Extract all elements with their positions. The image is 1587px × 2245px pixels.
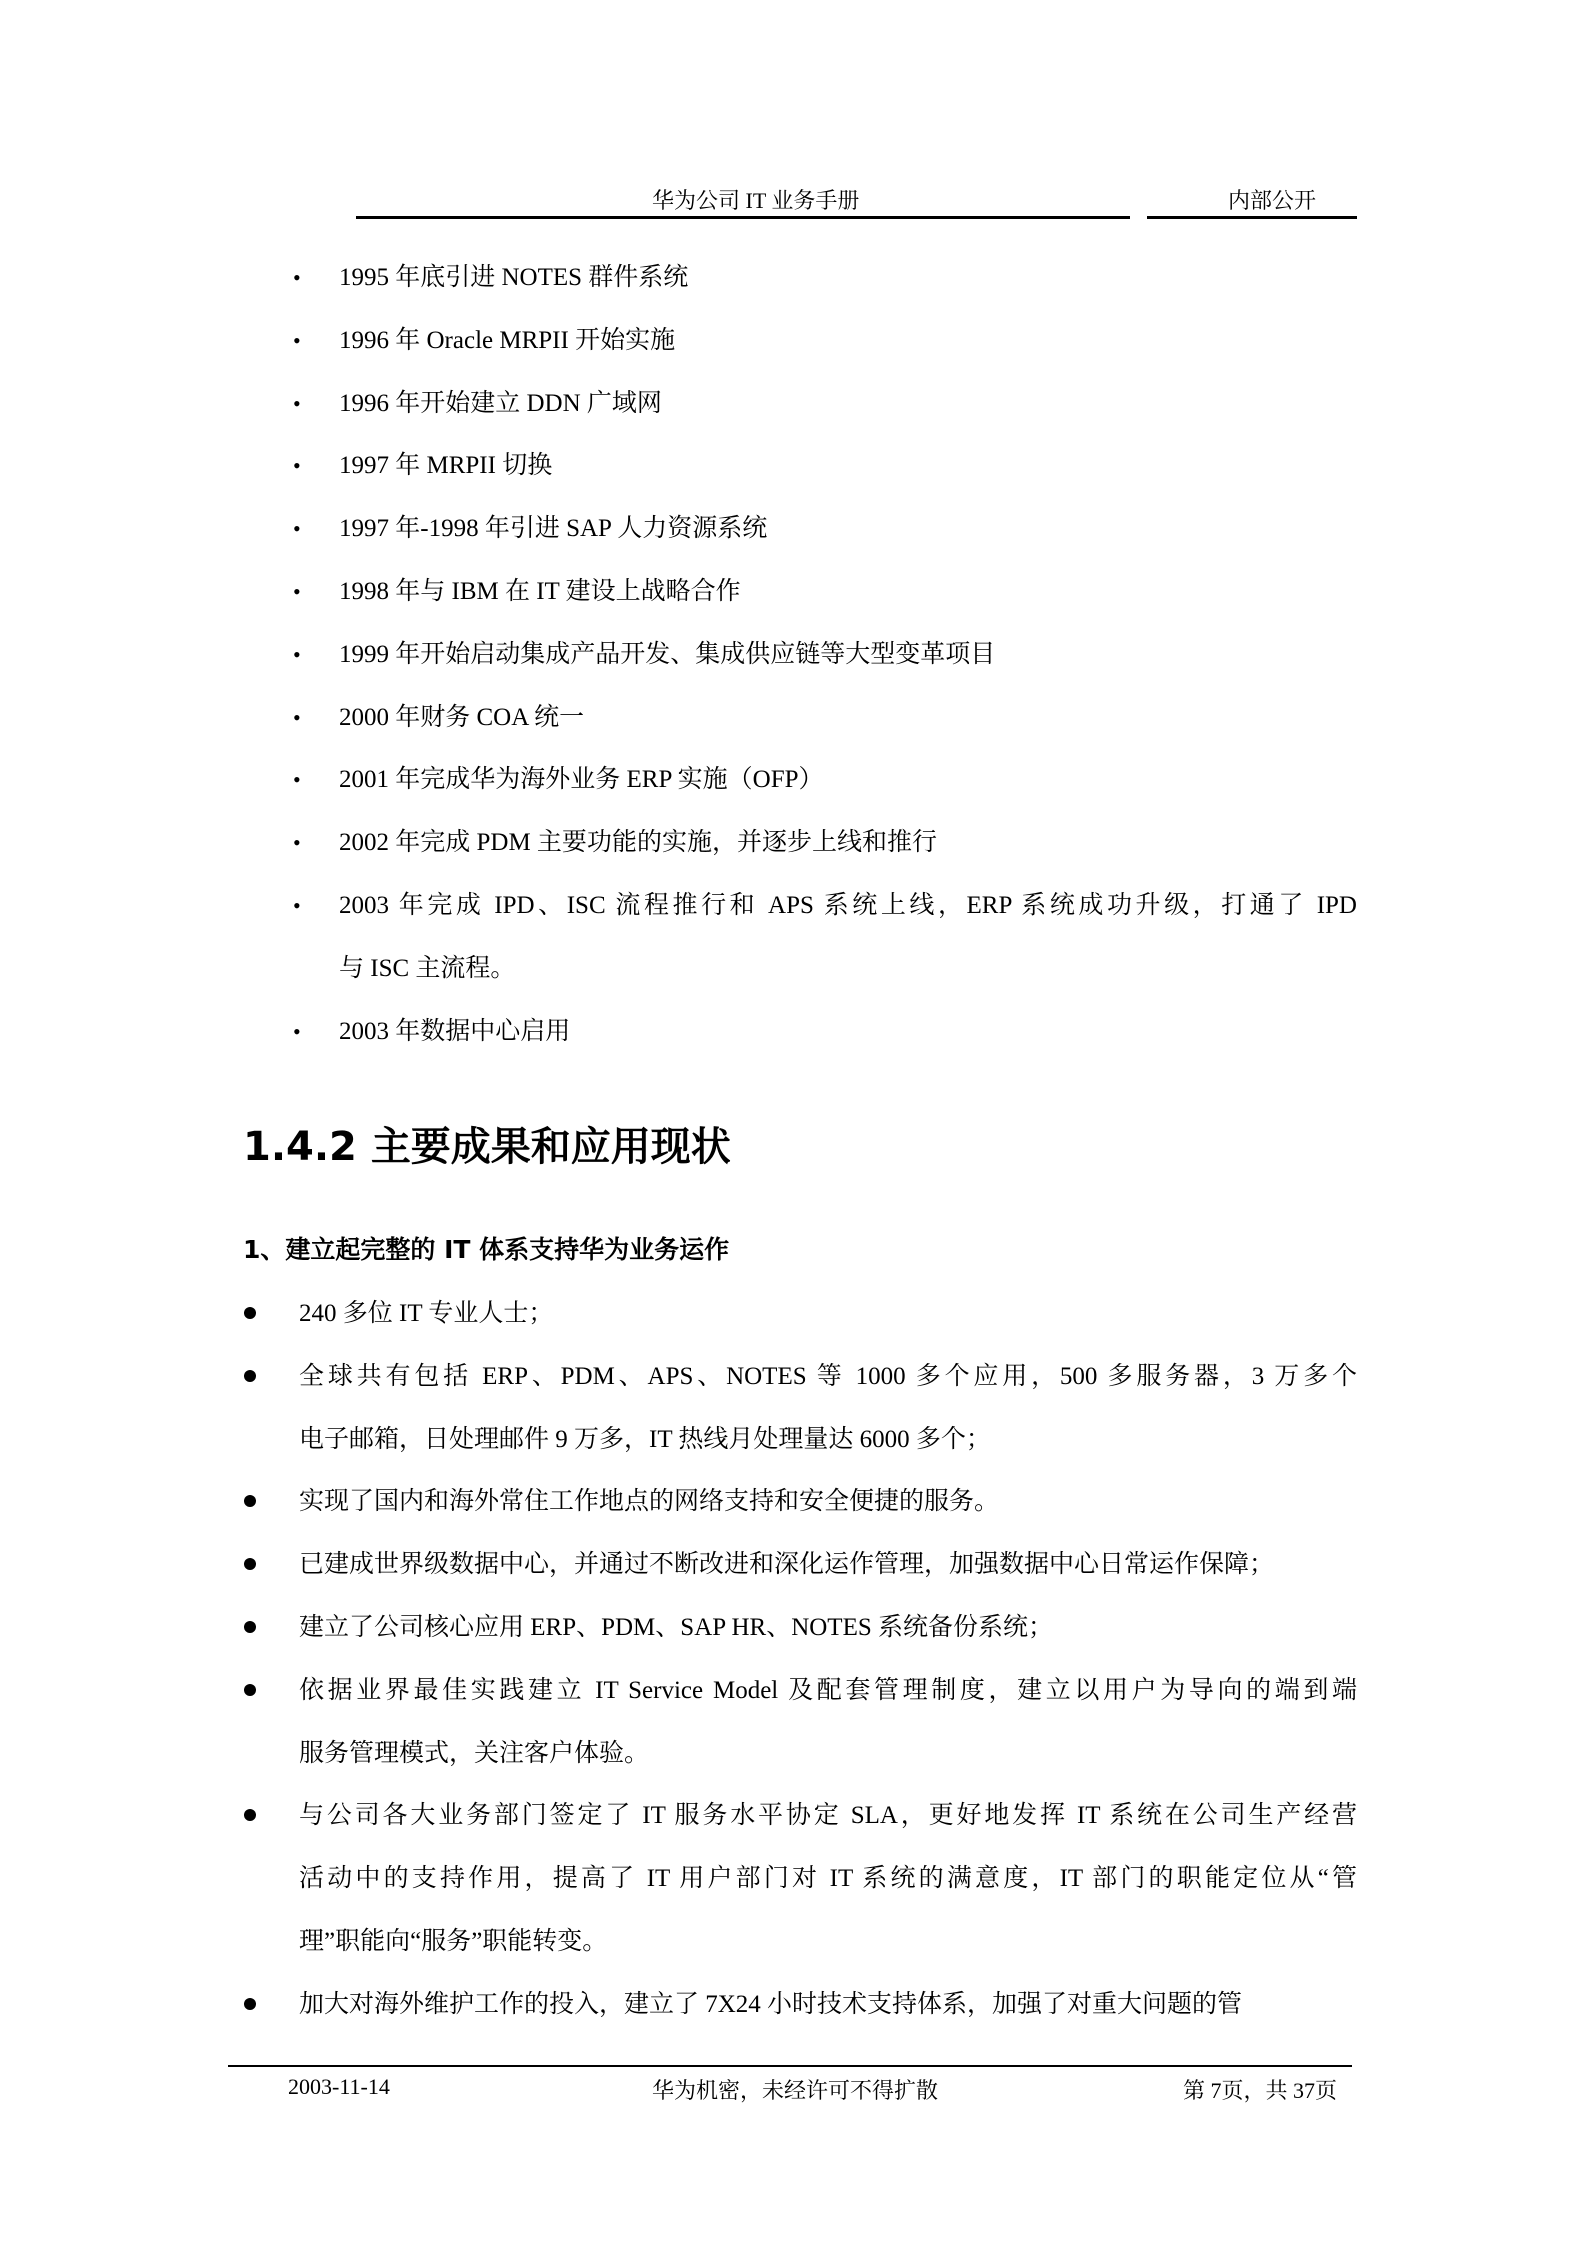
footer-rule bbox=[228, 2065, 1352, 2067]
list-item bbox=[299, 1533, 1357, 1596]
list-item-text: 电子邮箱，日处理邮件 9 万多，IT 热线月处理量达 6000 多个； bbox=[299, 1425, 991, 1453]
list-item bbox=[339, 686, 1357, 749]
list-item bbox=[299, 1784, 1357, 1973]
list-item-text: 实现了国内和海外常住工作地点的网络支持和安全便捷的服务。 bbox=[299, 1488, 1000, 1516]
bullet-icon: • bbox=[293, 265, 301, 290]
bullet-icon: • bbox=[293, 893, 301, 918]
list-item-text: 加大对海外维护工作的投入，建立了 7X24 小时技术支持体系，加强了对重大问题的管 bbox=[299, 1990, 1243, 2018]
list-item-text: 2001 年完成华为海外业务 ERP 实施（OFP） bbox=[339, 766, 824, 794]
bullet-icon: • bbox=[293, 579, 301, 604]
list-item bbox=[299, 1596, 1357, 1659]
list-item-text: 已建成世界级数据中心，并通过不断改进和深化运作管理，加强数据中心日常运作保障； bbox=[299, 1551, 1275, 1579]
list-item-text: 1997 年 MRPII 切换 bbox=[339, 452, 553, 480]
list-item-text: 1996 年 Oracle MRPII 开始实施 bbox=[339, 326, 676, 354]
list-item bbox=[339, 309, 1357, 372]
list-item-text: 1999 年开始启动集成产品开发、集成供应链等大型变革项目 bbox=[339, 640, 996, 668]
bullet-icon: • bbox=[293, 516, 301, 542]
bullet-icon: • bbox=[293, 327, 301, 353]
header-classification: 内部公开 bbox=[1228, 188, 1317, 213]
list-item-text: 240 多位 IT 专业人士； bbox=[299, 1300, 554, 1327]
list-item bbox=[339, 246, 1357, 309]
list-item-text: 依据业界最佳实践建立 IT Service Model 及配套管理制度，建立以用户为导向的端到端 bbox=[299, 1676, 1357, 1704]
list-item bbox=[299, 1345, 1357, 1471]
list-item bbox=[339, 874, 1357, 1000]
bullet-icon bbox=[244, 1621, 256, 1633]
header-rule-right bbox=[1147, 216, 1357, 219]
bullet-icon: • bbox=[293, 390, 301, 416]
header-title: 华为公司 IT 业务手册 bbox=[652, 188, 860, 213]
list-item bbox=[339, 434, 1357, 497]
list-item bbox=[339, 1000, 1357, 1063]
bullet-icon bbox=[244, 1998, 256, 2010]
bullet-icon: • bbox=[293, 767, 301, 793]
list-item-text: 1995 年底引进 NOTES 群件系统 bbox=[339, 264, 689, 291]
footer-date: 2003-11-14 bbox=[288, 2074, 390, 2099]
list-item-text: 1996 年开始建立 DDN 广域网 bbox=[339, 389, 662, 417]
header-rule-left bbox=[356, 216, 1130, 219]
list-item-text: 理”职能向“服务”职能转变。 bbox=[299, 1928, 608, 1956]
list-item-text: 与公司各大业务部门签定了 IT 服务水平协定 SLA，更好地发挥 IT 系统在公司生产经营 bbox=[299, 1802, 1357, 1830]
list-item bbox=[339, 497, 1357, 560]
list-item-text: 活动中的支持作用，提高了 IT 用户部门对 IT 系统的满意度，IT 部门的职能定位从“管 bbox=[299, 1865, 1357, 1893]
list-item-text: 2003 年完成 IPD、ISC 流程推行和 APS 系统上线，ERP 系统成功升级，打通了 IPD bbox=[339, 892, 1357, 919]
bullet-icon: • bbox=[293, 1018, 301, 1044]
bullet-icon bbox=[244, 1495, 256, 1507]
list-item-text: 建立了公司核心应用 ERP、PDM、SAP HR、NOTES 系统备份系统； bbox=[299, 1614, 1054, 1641]
bullet-icon: • bbox=[293, 704, 301, 730]
list-item bbox=[299, 1282, 1357, 1345]
list-item bbox=[339, 372, 1357, 435]
list-item bbox=[339, 811, 1357, 874]
footer-page-number: 第 7页，共 37页 bbox=[1183, 2078, 1338, 2103]
list-item-text: 1998 年与 IBM 在 IT 建设上战略合作 bbox=[339, 578, 741, 605]
bullet-icon bbox=[244, 1307, 256, 1319]
list-item-text: 2002 年完成 PDM 主要功能的实施，并逐步上线和推行 bbox=[339, 829, 937, 857]
section-heading: 1.4.2 主要成果和应用现状 bbox=[243, 1124, 731, 1170]
list-item bbox=[299, 1659, 1357, 1785]
bullet-icon bbox=[244, 1558, 256, 1570]
bullet-icon bbox=[244, 1809, 256, 1821]
list-item bbox=[339, 623, 1357, 686]
footer-confidential: 华为机密，未经许可不得扩散 bbox=[652, 2078, 939, 2103]
list-item-text: 2003 年数据中心启用 bbox=[339, 1017, 571, 1045]
list-item-text: 1997 年-1998 年引进 SAP 人力资源系统 bbox=[339, 515, 768, 543]
list-item bbox=[299, 1973, 1357, 2036]
bullet-icon bbox=[244, 1370, 256, 1382]
list-item-text: 服务管理模式，关注客户体验。 bbox=[299, 1739, 650, 1767]
section-subheading: 1、建立起完整的 IT 体系支持华为业务运作 bbox=[243, 1235, 730, 1264]
list-item-text: 全球共有包括 ERP、PDM、APS、NOTES 等 1000 多个应用，500 多服务器，3 万多个 bbox=[299, 1362, 1357, 1390]
bullet-icon: • bbox=[293, 641, 301, 667]
bullet-icon bbox=[244, 1684, 256, 1696]
list-item bbox=[339, 748, 1357, 811]
list-item bbox=[339, 560, 1357, 623]
bullet-icon: • bbox=[293, 453, 301, 479]
bullet-icon: • bbox=[293, 830, 301, 856]
list-item-text: 2000 年财务 COA 统一 bbox=[339, 703, 585, 731]
list-item bbox=[299, 1470, 1357, 1533]
list-item-text: 与 ISC 主流程。 bbox=[339, 955, 516, 982]
